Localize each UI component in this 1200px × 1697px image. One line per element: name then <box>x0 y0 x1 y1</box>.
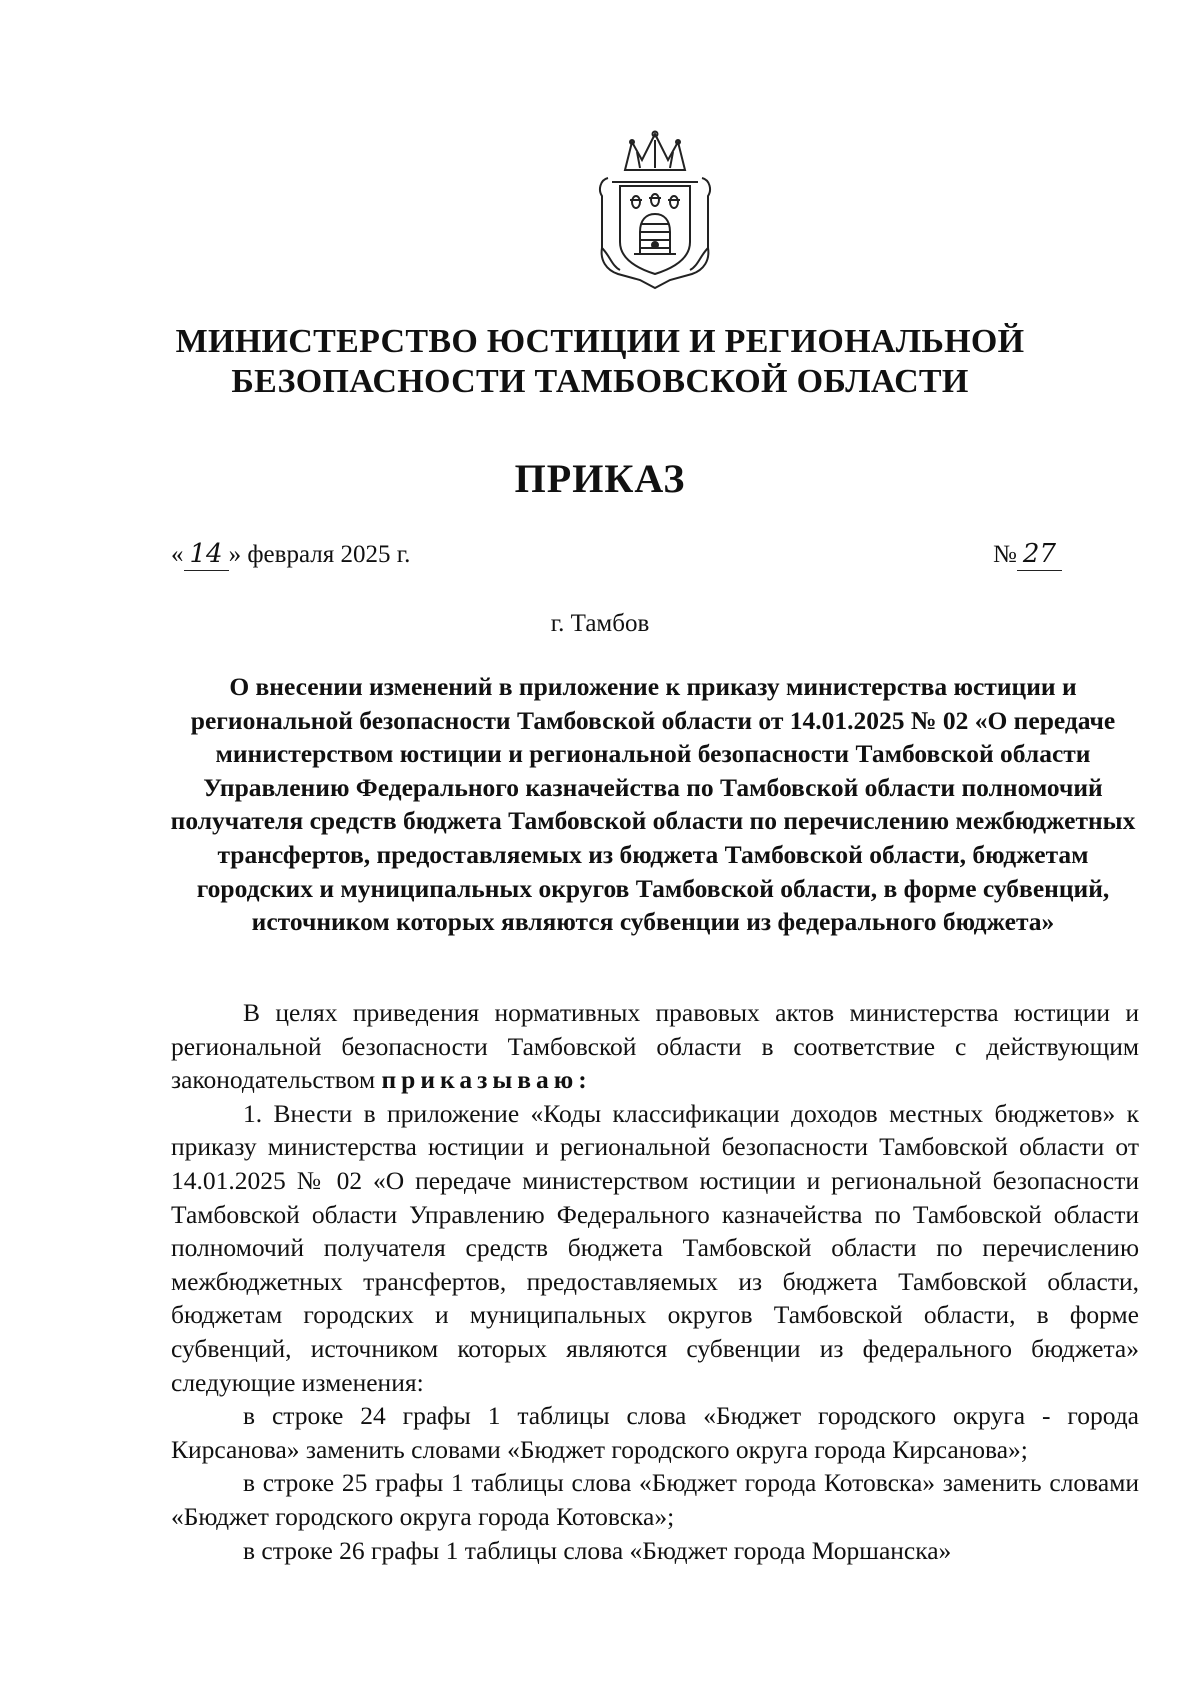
preamble-paragraph <box>171 996 1139 1097</box>
order-subject: О внесении изменений в приложение к приказу министерства юстиции и региональной безопасности Тамбовской области от 14.01.2025 № 02 «О передаче министерством юстиции и региональной безопасности Тамбовской области Управлению Федерального казначейства по Тамбовской области полномочий получателя средств бюджета Тамбовской области по перечислению межбюджетных трансфертов, предоставляемых из бюджета Тамбовской области, бюджетам городских и муниципальных округов Тамбовской области, в форме субвенций, источником которых являются субвенции из федерального бюджета» <box>170 672 1136 937</box>
item-1-paragraph: 1. Внести в приложение «Коды классификации доходов местных бюджетов» к приказу министерства юстиции и региональной безопасности Тамбовской области от 14.01.2025 № 02 «О передаче министерством юстиции и региональной безопасности Тамбовской области Управлению Федерального казначейства по Тамбовской области полномочий получателя средств бюджета Тамбовской области по перечислению межбюджетных трансфертов, предоставляемых из бюджета Тамбовской области, бюджетам городских и муниципальных округов Тамбовской области, в форме субвенций, источником которых являются субвенции из федерального бюджета» следующие изменения: <box>171 1098 1139 1397</box>
date-month-year: » февраля 2025 г. <box>228 541 411 568</box>
change-row-25: в строке 25 графы 1 таблицы слова «Бюджет города Котовска» заменить словами «Бюджет городского округа города Котовска»; <box>171 1468 1139 1531</box>
date-open-quote: « <box>171 541 184 568</box>
date-day-handwritten: 14 <box>184 538 229 571</box>
order-number <box>993 538 1062 571</box>
coat-of-arms-icon <box>590 130 720 290</box>
document-type: ПРИКАЗ <box>514 456 686 501</box>
preamble-text: В целях приведения нормативных правовых актов министерства юстиции и региональной безопасности Тамбовской области в соответствие с действующим законодательством <box>171 998 1139 1095</box>
ministry-name-line1: МИНИСТЕРСТВО ЮСТИЦИИ И РЕГИОНАЛЬНОЙ <box>175 323 1025 360</box>
city: г. Тамбов <box>550 610 650 637</box>
ministry-name-line2: БЕЗОПАСНОСТИ ТАМБОВСКОЙ ОБЛАСТИ <box>231 363 969 400</box>
ministry-name <box>150 322 1050 402</box>
change-row-26: в строке 26 графы 1 таблицы слова «Бюджет города Моршанска» <box>243 1535 952 1565</box>
order-body <box>171 996 1139 1567</box>
change-row-24: в строке 24 графы 1 таблицы слова «Бюджет городского округа - города Кирсанова» заменить словами «Бюджет городского округа города Кирсанова»; <box>171 1401 1139 1464</box>
number-handwritten: 27 <box>1017 538 1062 571</box>
order-date <box>171 538 410 571</box>
number-prefix: № <box>993 541 1017 568</box>
order-word: приказываю: <box>381 1065 592 1095</box>
